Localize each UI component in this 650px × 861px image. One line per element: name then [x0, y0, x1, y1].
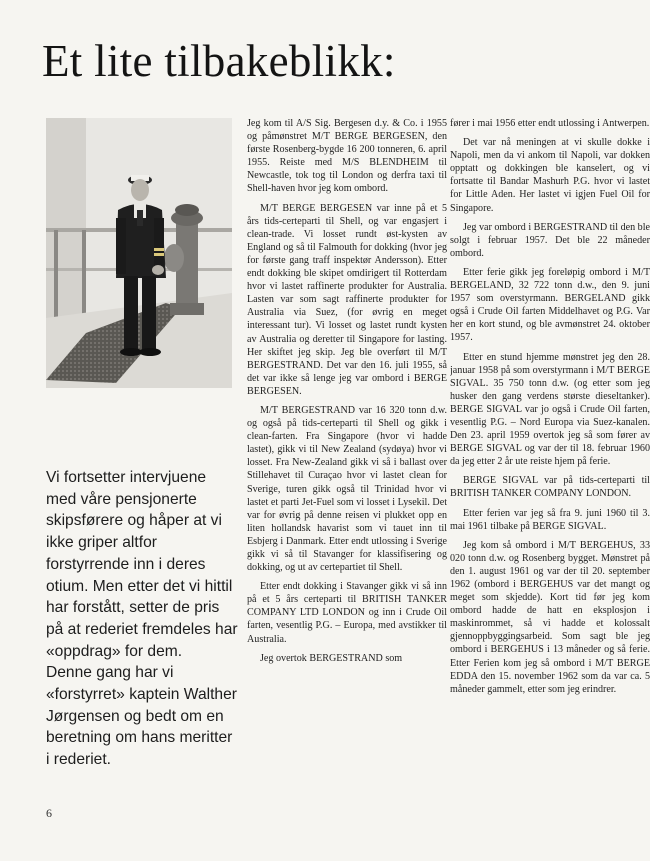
intro-paragraph: Vi fortsetter intervjuene med våre pensjonerte skipsførere og håper at vi ikke griper altfor forstyrrende inn i deres otium. Men etter det vi hittil har forstått, setter de pris på at rederiet fremdeles har «oppdrag» for dem. [46, 469, 238, 660]
article-paragraph: Jeg overtok BERGESTRAND som [260, 652, 403, 664]
article-column-3 [450, 117, 650, 797]
page-number: 6 [46, 806, 52, 820]
article-paragraph: Jeg var ombord i BERGESTRAND til den ble solgt i februar 1957. Det ble 22 måneder ombord. [450, 221, 650, 259]
article-paragraph: Etter en stund hjemme mønstret jeg den 28. januar 1958 på som overstyrmann i M/T BERGE SIGVAL. 35 750 tonn d.w. (og etter som jeg husker den gang verdens største dieseltanker). BERGE SIGVAL var jo også i Crude Oil farten, vesentlig P.G. – Nord Europa via Suez-kanalen. Den 23. april 1959 overtok jeg så som fører av BERGE SIGVAL og var der til 18. februar 1960 da jeg etter 2 år ute reiste hjem på ferie. [450, 351, 650, 468]
intro-paragraph: Denne gang har vi «forstyrret» kaptein Walther Jørgensen og bedt om en beretning om hans meritter i rederiet. [46, 664, 237, 769]
article-column-2 [247, 117, 447, 797]
article-paragraph: Etter ferien var jeg så fra 9. juni 1960 til 3. mai 1961 tilbake på BERGE SIGVAL. [450, 507, 650, 532]
article-paragraph: Jeg kom så ombord i M/T BERGEHUS, 33 020 tonn d.w. og Rosenberg bygget. Mønstret på den 1. august 1961 og var der til 20. september 1962 (ombord i BERGEHUS var det mangt og meget som skjedde). Kort tid før jeg kom ombord hadde de hatt en eksplosjon i maskinrommet, så vi hadde et kolossalt gjennoppbyggingsarbeid. Som sagt ble jeg ombord i BERGEHUS i 13 måneder og så ferie. Etter Ferien kom jeg så ombord i M/T BERGE EDDA den 15. november 1962 som da var ca. 5 måneder gammelt, etter som jeg erindrer. [450, 539, 650, 695]
article-paragraph: fører i mai 1956 etter endt utlossing i Antwerpen. [450, 118, 650, 129]
article-paragraph: Etter ferie gikk jeg foreløpig ombord i M/T BERGELAND, 32 722 tonn d.w., den 9. juni 1957 som overstyrmann. BERGELAND gikk også i Crude Oil farten Middelhavet og P.G. Var her en kort stund, og ble avmønstret 24. oktober 1957. [450, 266, 650, 344]
article-paragraph: BERGE SIGVAL var på tids-certeparti til BRITISH TANKER COMPANY LONDON. [450, 475, 650, 500]
intro-text [46, 467, 238, 771]
article-paragraph: Jeg kom til A/S Sig. Bergesen d.y. & Co. i 1955 og påmønstret M/T BERGE BERGESEN, den første Rosenberg-bygde 16 200 tonneren, 6. april 1955. Reiste med M/S BLENDHEIM til Newcastle, tok tog til London og derfra taxi til Shell-haven hvor jeg kom ombord. [247, 118, 447, 195]
article-paragraph: M/T BERGESTRAND var 16 320 tonn d.w. og også på tids-certeparti til Shell og gikk i clean-farten. Fra Singapore (hvor vi hadde lastet), gikk vi til New Zealand (sydøya) hvor vi losset. Fra New-Zealand gikk vi så i ballast over Stillehavet til Curaçao hvor vi lastet clean for Sverige, turen gikk også til Trinidad hvor vi lastet et parti Jet-Fuel som vi losset i Lysekil. Det var for øvrig på denne reisen vi plukket opp en liten hollandsk havarist som vi tauet inn til Esbjerg i Danmark. Etter endt utlossing i Sverige gikk vi så til Stavanger for klassifisering og dokking, og ut av certepartiet til Shell. [247, 404, 447, 574]
page-title: Et lite tilbakeblikk: [42, 36, 396, 86]
captain-photo [46, 118, 232, 388]
article-paragraph: M/T BERGE BERGESEN var inne på et 5 års tids-certeparti til Shell, og var engasjert i clean-trade. Vi losset rundt øst-kysten av England og så til Falmouth for dokking (hvor jeg for første gang traff inspektør Andersson). Etter endt dokking ble skipet omdirigert til Rotterdam hvor vi lastet raffinerte produkter for Australia. Lasten var som sagt raffinerte produkter for Australia via Suez, (for øvrig en meget interessant tur). Vi losset og lastet rundt kysten av Australia og deretter til Singapore for lasting. Her skiftet jeg skip. Jeg ble overført til M/T BERGESTRAND. Det var den 16. juli 1955, så det var ikke så lenge jeg var ombord i BERGE BERGESEN. [247, 202, 447, 397]
article-paragraph: Etter endt dokking i Stavanger gikk vi så inn på et 5 års certeparti til BRITISH TANKER COMPANY LTD LONDON og inn i Crude Oil farten, vesentlig P.G. – Europa, med avstikker til Australia. [247, 581, 447, 645]
article-paragraph: Det var nå meningen at vi skulle dokke i Napoli, men da vi ankom til Napoli, var dokken opptatt og dokkingen ble kanselert, og vi fortsatte til Bandar Mashurh P.G. hvor vi lastet for Little Aden. Her lastet vi igjen Fuel Oil for Singapore. [450, 137, 650, 214]
